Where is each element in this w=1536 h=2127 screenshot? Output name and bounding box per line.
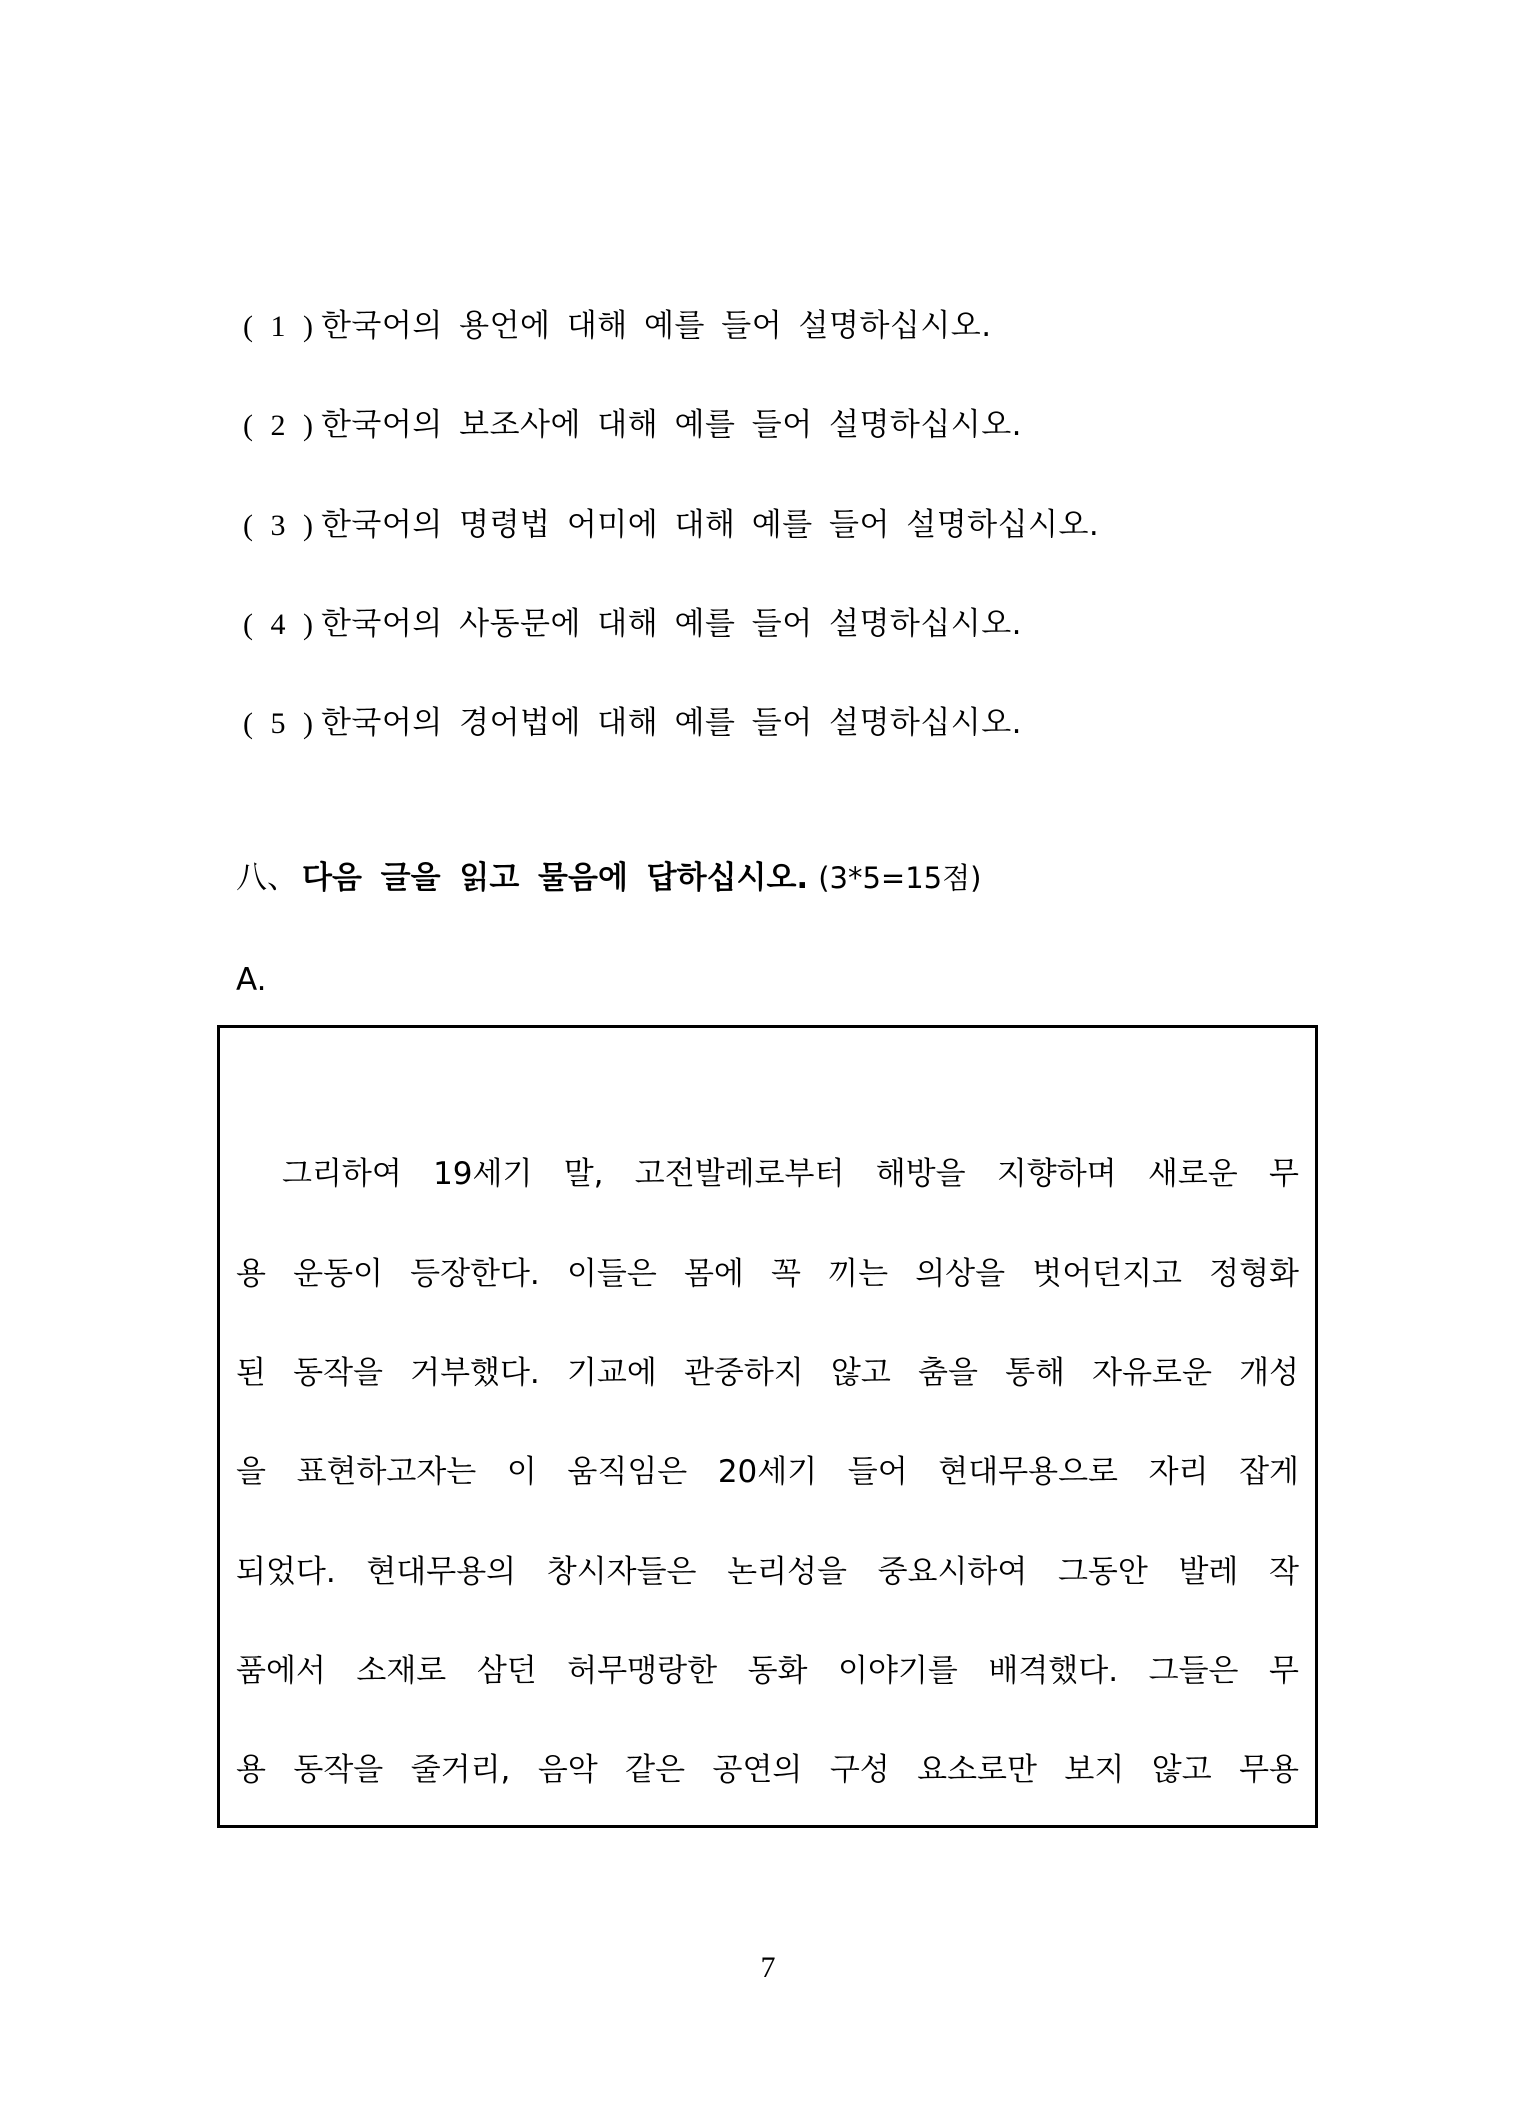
question-item-5 [243,703,1022,744]
passage-line: 된 동작을 거부했다. 기교에 관중하지 않고 춤을 통해 자유로운 개성 [236,1355,1299,1391]
page-number: 7 [760,1951,776,1984]
question-number: ( 5 ) [243,707,315,740]
question-number: ( 1 ) [243,310,315,343]
passage-line: 용 운동이 등장한다. 이들은 몸에 꼭 끼는 의상을 벗어던지고 정형화 [236,1256,1299,1292]
question-text: 한국어의 경어법에 대해 예를 들어 설명하십시오. [320,705,1023,741]
passage-box [217,1025,1318,1828]
question-item-2 [243,405,1022,446]
question-number: ( 4 ) [243,608,315,641]
passage-label: A. [236,962,267,998]
question-item-3 [243,505,1099,546]
passage-line: 을 표현하고자는 이 움직임은 20세기 들어 현대무용으로 자리 잡게 [236,1454,1299,1490]
question-number: ( 3 ) [243,509,315,542]
question-number: ( 2 ) [243,409,315,442]
question-text: 한국어의 보조사에 대해 예를 들어 설명하십시오. [320,407,1023,443]
passage-line: 그리하여 19세기 말, 고전발레로부터 해방을 지향하며 새로운 무 [282,1156,1299,1192]
section-score: (3*5=15점) [818,861,982,895]
question-text: 한국어의 사동문에 대해 예를 들어 설명하십시오. [320,606,1023,642]
question-text: 한국어의 명령법 어미에 대해 예를 들어 설명하십시오. [320,507,1100,543]
section-heading [236,858,981,898]
passage-line: 품에서 소재로 삼던 허무맹랑한 동화 이야기를 배격했다. 그들은 무 [236,1653,1299,1689]
question-text: 한국어의 용언에 대해 예를 들어 설명하십시오. [320,308,992,344]
question-item-1 [243,306,992,347]
section-marker: 八、 [236,860,298,896]
section-instruction: 다음 글을 읽고 물음에 답하십시오. [302,860,809,896]
passage-line: 되었다. 현대무용의 창시자들은 논리성을 중요시하여 그동안 발레 작 [236,1554,1299,1590]
question-item-4 [243,604,1022,645]
passage-line: 용 동작을 줄거리, 음악 같은 공연의 구성 요소로만 보지 않고 무용 [236,1752,1299,1788]
